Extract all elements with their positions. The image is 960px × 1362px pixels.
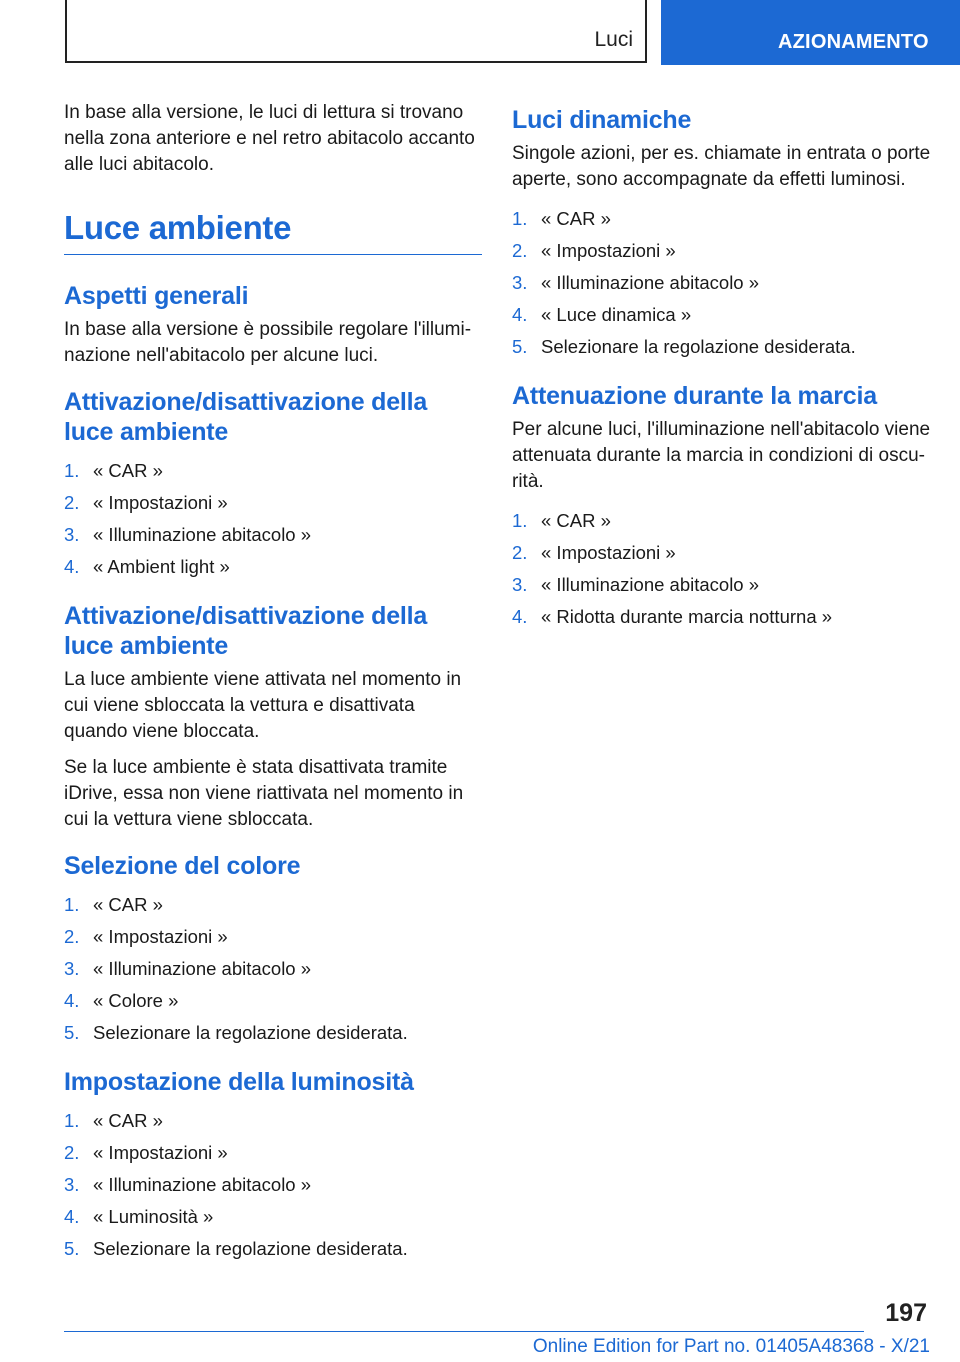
list-item bbox=[64, 1233, 482, 1265]
step-text: « Impostazioni » bbox=[93, 926, 228, 947]
footer-divider bbox=[64, 1331, 864, 1332]
list-item bbox=[64, 1169, 482, 1201]
steps-brightness bbox=[64, 1105, 482, 1265]
step-number: 1. bbox=[512, 510, 528, 531]
list-item bbox=[64, 1105, 482, 1137]
section-text-dimming: Per alcune luci, l'illuminazione nell'abitacolo viene attenuata durante la marcia in condizioni di oscu-rità. bbox=[512, 419, 931, 492]
list-item bbox=[512, 569, 932, 601]
section-title-dynamic: Luci dinamiche bbox=[512, 106, 692, 134]
list-item bbox=[512, 267, 932, 299]
step-number: 5. bbox=[64, 1022, 80, 1043]
step-number: 4. bbox=[512, 606, 528, 627]
step-text: Selezionare la regolazione desiderata. bbox=[93, 1022, 408, 1043]
step-text: « Impostazioni » bbox=[541, 240, 676, 261]
step-number: 2. bbox=[64, 926, 80, 947]
step-number: 1. bbox=[64, 460, 80, 481]
step-number: 2. bbox=[512, 240, 528, 261]
step-text: « Luminosità » bbox=[93, 1206, 214, 1227]
section-title-brightness: Impostazione della luminosità bbox=[64, 1068, 414, 1096]
section-text-toggle-2: Se la luce ambiente è stata disattivata tramite iDrive, essa non viene riattivata nel momento in cui la vettura viene sbloccata. bbox=[64, 757, 464, 830]
step-number: 4. bbox=[64, 1206, 80, 1227]
list-item bbox=[64, 921, 482, 953]
list-item bbox=[64, 519, 482, 551]
step-text: « CAR » bbox=[541, 208, 611, 229]
step-text: « Luce dinamica » bbox=[541, 304, 692, 325]
step-text: « Ambient light » bbox=[93, 556, 230, 577]
list-item bbox=[64, 551, 482, 583]
list-item bbox=[64, 1201, 482, 1233]
list-item bbox=[64, 953, 482, 985]
step-text: « CAR » bbox=[93, 894, 163, 915]
step-text: Selezionare la regolazione desiderata. bbox=[93, 1238, 408, 1259]
step-text: « CAR » bbox=[541, 510, 611, 531]
step-text: « Impostazioni » bbox=[541, 542, 676, 563]
list-item bbox=[512, 537, 932, 569]
step-number: 3. bbox=[512, 574, 528, 595]
step-number: 1. bbox=[512, 208, 528, 229]
step-number: 2. bbox=[64, 492, 80, 513]
step-number: 5. bbox=[512, 336, 528, 357]
step-text: « Impostazioni » bbox=[93, 492, 228, 513]
step-text: « Impostazioni » bbox=[93, 1142, 228, 1163]
steps-dimming bbox=[512, 505, 932, 633]
intro-text: In base alla versione, le luci di lettura si trovano nella zona anteriore e nel retro abitacolo accanto alle luci abitacolo. bbox=[64, 102, 475, 175]
step-text: « Ridotta durante marcia notturna » bbox=[541, 606, 833, 627]
section-title: Luci bbox=[594, 28, 633, 51]
step-number: 1. bbox=[64, 1110, 80, 1131]
step-number: 5. bbox=[64, 1238, 80, 1259]
list-item bbox=[512, 235, 932, 267]
section-text-dynamic: Singole azioni, per es. chiamate in entrata o porte aperte, sono accompagnate da effetti luminosi. bbox=[512, 143, 931, 190]
main-title: Luce ambiente bbox=[64, 208, 482, 255]
step-number: 4. bbox=[64, 990, 80, 1011]
list-item bbox=[512, 505, 932, 537]
section-title-toggle-1: Attivazione/disattivazione della luce ambiente bbox=[64, 388, 428, 446]
step-text: « Illuminazione abitacolo » bbox=[93, 1174, 312, 1195]
steps-color bbox=[64, 889, 482, 1049]
chapter-tab: AZIONAMENTO bbox=[661, 0, 960, 65]
step-text: « CAR » bbox=[93, 1110, 163, 1131]
list-item bbox=[64, 1137, 482, 1169]
list-item bbox=[64, 1017, 482, 1049]
list-item bbox=[64, 455, 482, 487]
step-number: 3. bbox=[64, 524, 80, 545]
list-item bbox=[64, 985, 482, 1017]
section-title-color: Selezione del colore bbox=[64, 852, 301, 880]
list-item bbox=[64, 487, 482, 519]
step-number: 4. bbox=[512, 304, 528, 325]
step-text: Selezionare la regolazione desiderata. bbox=[541, 336, 856, 357]
list-item bbox=[64, 889, 482, 921]
step-number: 2. bbox=[512, 542, 528, 563]
list-item bbox=[512, 331, 932, 363]
step-number: 2. bbox=[64, 1142, 80, 1163]
step-number: 4. bbox=[64, 556, 80, 577]
step-number: 3. bbox=[64, 958, 80, 979]
step-text: « Colore » bbox=[93, 990, 179, 1011]
right-column bbox=[512, 100, 932, 647]
step-number: 3. bbox=[512, 272, 528, 293]
list-item bbox=[512, 299, 932, 331]
list-item bbox=[512, 601, 932, 633]
header-box bbox=[65, 0, 647, 63]
step-text: « Illuminazione abitacolo » bbox=[93, 958, 312, 979]
step-text: « Illuminazione abitacolo » bbox=[93, 524, 312, 545]
steps-dynamic bbox=[512, 203, 932, 363]
step-text: « Illuminazione abitacolo » bbox=[541, 272, 760, 293]
step-number: 3. bbox=[64, 1174, 80, 1195]
section-text-toggle-1: La luce ambiente viene attivata nel momento in cui viene sbloccata la vettura e disattivata quando viene bloccata. bbox=[64, 669, 462, 742]
section-text-general: In base alla versione è possibile regolare l'illumi-nazione nell'abitacolo per alcune luci. bbox=[64, 319, 472, 366]
section-title-toggle-2: Attivazione/disattivazione della luce ambiente bbox=[64, 602, 428, 660]
steps-toggle bbox=[64, 455, 482, 583]
step-number: 1. bbox=[64, 894, 80, 915]
section-title-dimming: Attenuazione durante la marcia bbox=[512, 382, 877, 410]
step-text: « CAR » bbox=[93, 460, 163, 481]
footer-edition: Online Edition for Part no. 01405A48368 - X/21 bbox=[532, 1336, 930, 1357]
step-text: « Illuminazione abitacolo » bbox=[541, 574, 760, 595]
page-number: 197 bbox=[885, 1299, 927, 1327]
left-column bbox=[64, 100, 482, 1279]
section-title-general: Aspetti generali bbox=[64, 282, 249, 310]
list-item bbox=[512, 203, 932, 235]
